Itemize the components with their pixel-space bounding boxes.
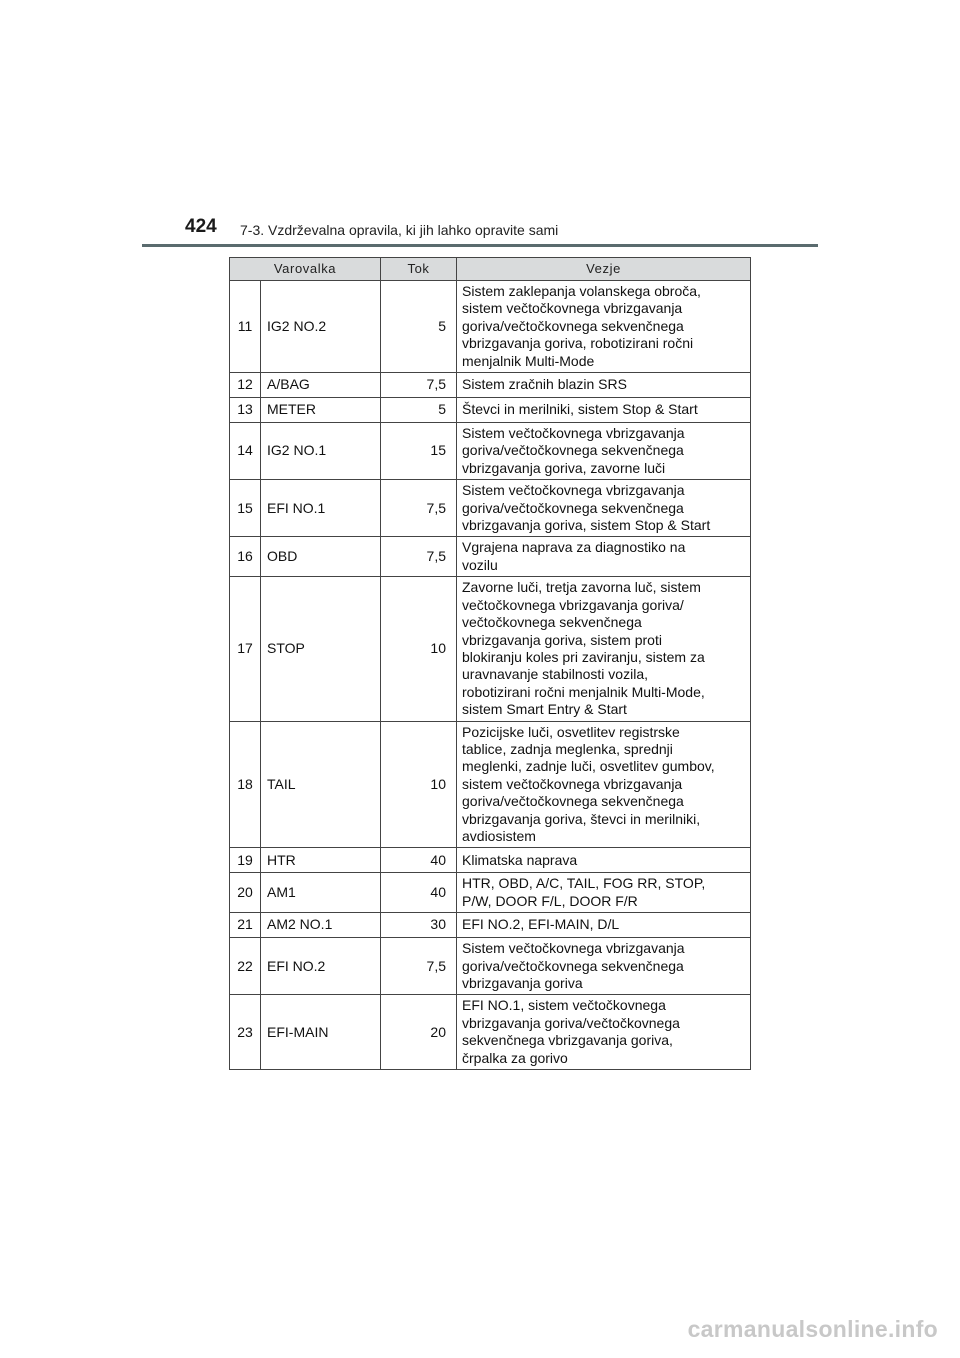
fuse-name: AM2 NO.1	[261, 913, 381, 938]
fuse-amperage: 7,5	[381, 480, 457, 537]
fuse-number: 19	[230, 848, 261, 873]
circuit-line: robotizirani ročni menjalnik Multi-Mode,	[462, 683, 705, 700]
circuit-line: meglenki, zadnje luči, osvetlitev gumbov,	[462, 758, 715, 775]
circuit-line: Sistem večtočkovnega vbrizgavanja	[462, 482, 685, 499]
fuse-circuits	[457, 373, 751, 398]
circuit-line: goriva/večtočkovnega sekvenčnega	[462, 957, 684, 974]
fuse-amperage: 10	[381, 577, 457, 721]
circuit-line: menjalnik Multi-Mode	[462, 352, 595, 369]
fuse-circuits	[457, 995, 751, 1070]
fuse-amperage: 7,5	[381, 537, 457, 577]
fuse-name: TAIL	[261, 721, 381, 848]
fuse-number: 12	[230, 373, 261, 398]
header-rule	[142, 244, 818, 247]
table-row	[230, 281, 751, 373]
fuse-table-body	[230, 281, 751, 1070]
table-row	[230, 373, 751, 398]
circuit-line: vbrizgavanja goriva/večtočkovnega	[462, 1014, 680, 1031]
circuit-line: večtočkovnega vbrizgavanja goriva/	[462, 596, 684, 613]
page-number: 424	[185, 216, 217, 237]
circuit-line: Sistem večtočkovnega vbrizgavanja	[462, 940, 685, 957]
table-row	[230, 480, 751, 537]
fuse-number: 22	[230, 938, 261, 995]
fuse-number: 16	[230, 537, 261, 577]
fuse-number: 23	[230, 995, 261, 1070]
watermark: carmanualsonline.info	[687, 1316, 938, 1342]
circuit-line: Vgrajena naprava za diagnostiko na	[462, 539, 686, 556]
circuit-line: vbrizgavanja goriva, zavorne luči	[462, 459, 666, 476]
fuse-number: 14	[230, 423, 261, 480]
circuit-line: sekvenčnega vbrizgavanja goriva,	[462, 1032, 673, 1049]
circuit-line: goriva/večtočkovnega sekvenčnega	[462, 499, 684, 516]
fuse-circuits	[457, 721, 751, 848]
fuse-number: 17	[230, 577, 261, 721]
fuse-amperage: 40	[381, 848, 457, 873]
fuse-amperage: 5	[381, 398, 457, 423]
fuse-amperage: 15	[381, 423, 457, 480]
fuse-amperage: 7,5	[381, 938, 457, 995]
circuit-line: avdiosistem	[462, 827, 536, 844]
circuit-line: goriva/večtočkovnega sekvenčnega	[462, 317, 684, 334]
fuse-name: HTR	[261, 848, 381, 873]
column-header-vezje: Vezje	[457, 258, 751, 281]
fuse-number: 11	[230, 281, 261, 373]
fuse-name: IG2 NO.2	[261, 281, 381, 373]
fuse-amperage: 5	[381, 281, 457, 373]
fuse-number: 18	[230, 721, 261, 848]
fuse-amperage: 7,5	[381, 373, 457, 398]
fuse-circuits	[457, 577, 751, 721]
fuse-name: STOP	[261, 577, 381, 721]
table-row	[230, 423, 751, 480]
fuse-name: EFI-MAIN	[261, 995, 381, 1070]
table-row	[230, 913, 751, 938]
circuit-line: Sistem večtočkovnega vbrizgavanja	[462, 425, 685, 442]
fuse-amperage: 30	[381, 913, 457, 938]
table-row	[230, 721, 751, 848]
circuit-line: Pozicijske luči, osvetlitev registrske	[462, 723, 680, 740]
circuit-line: Zavorne luči, tretja zavorna luč, sistem	[462, 579, 701, 596]
circuit-line: vbrizgavanja goriva, sistem Stop & Start	[462, 517, 711, 534]
fuse-circuits	[457, 537, 751, 577]
fuse-circuits	[457, 848, 751, 873]
circuit-line: vbrizgavanja goriva, robotizirani ročni	[462, 335, 694, 352]
circuit-line: vozilu	[462, 556, 498, 573]
column-header-varovalka: Varovalka	[230, 258, 381, 281]
circuit-line: goriva/večtočkovnega sekvenčnega	[462, 442, 684, 459]
fuse-circuits	[457, 913, 751, 938]
table-row	[230, 537, 751, 577]
fuse-number: 13	[230, 398, 261, 423]
fuse-table	[229, 257, 751, 1070]
fuse-name: EFI NO.1	[261, 480, 381, 537]
circuit-line: sistem večtočkovnega vbrizgavanja	[462, 300, 683, 317]
table-row	[230, 848, 751, 873]
fuse-name: METER	[261, 398, 381, 423]
circuit-line: vbrizgavanja goriva, sistem proti	[462, 631, 662, 648]
circuit-line: HTR, OBD, A/C, TAIL, FOG RR, STOP,	[462, 875, 706, 892]
table-row	[230, 577, 751, 721]
circuit-line: blokiranju koles pri zaviranju, sistem za	[462, 648, 705, 665]
circuit-line: večtočkovnega sekvenčnega	[462, 614, 642, 631]
fuse-name: IG2 NO.1	[261, 423, 381, 480]
circuit-line: sistem večtočkovnega vbrizgavanja	[462, 775, 683, 792]
circuit-line: črpalka za gorivo	[462, 1049, 568, 1066]
circuit-line: EFI NO.2, EFI-MAIN, D/L	[462, 916, 620, 933]
fuse-amperage: 40	[381, 873, 457, 913]
fuse-circuits	[457, 281, 751, 373]
circuit-line: goriva/večtočkovnega sekvenčnega	[462, 793, 684, 810]
fuse-circuits	[457, 480, 751, 537]
fuse-amperage: 10	[381, 721, 457, 848]
running-title: 7-3. Vzdrževalna opravila, ki jih lahko opravite sami	[240, 222, 559, 238]
circuit-line: vbrizgavanja goriva	[462, 975, 583, 991]
fuse-name: AM1	[261, 873, 381, 913]
circuit-line: P/W, DOOR F/L, DOOR F/R	[462, 892, 638, 909]
circuit-line: tablice, zadnja meglenka, sprednji	[462, 740, 673, 757]
fuse-table-header	[230, 258, 751, 281]
circuit-line: sistem Smart Entry & Start	[462, 701, 627, 718]
fuse-name: OBD	[261, 537, 381, 577]
fuse-name: A/BAG	[261, 373, 381, 398]
fuse-amperage: 20	[381, 995, 457, 1070]
circuit-line: EFI NO.1, sistem večtočkovnega	[462, 997, 666, 1014]
table-row	[230, 398, 751, 423]
fuse-number: 21	[230, 913, 261, 938]
column-header-tok: Tok	[381, 258, 457, 281]
circuit-line: Sistem zračnih blazin SRS	[462, 376, 627, 393]
circuit-line: Števci in merilniki, sistem Stop & Start	[462, 401, 698, 418]
table-row	[230, 995, 751, 1070]
circuit-line: Klimatska naprava	[462, 851, 578, 868]
fuse-number: 20	[230, 873, 261, 913]
fuse-number: 15	[230, 480, 261, 537]
fuse-circuits	[457, 873, 751, 913]
fuse-circuits	[457, 938, 751, 995]
fuse-circuits	[457, 398, 751, 423]
table-row	[230, 873, 751, 913]
circuit-line: vbrizgavanja goriva, števci in merilniki,	[462, 810, 701, 827]
fuse-circuits	[457, 423, 751, 480]
table-row	[230, 938, 751, 995]
circuit-line: uravnavanje stabilnosti vozila,	[462, 666, 648, 683]
circuit-line: Sistem zaklepanja volanskega obroča,	[462, 283, 701, 299]
fuse-name: EFI NO.2	[261, 938, 381, 995]
